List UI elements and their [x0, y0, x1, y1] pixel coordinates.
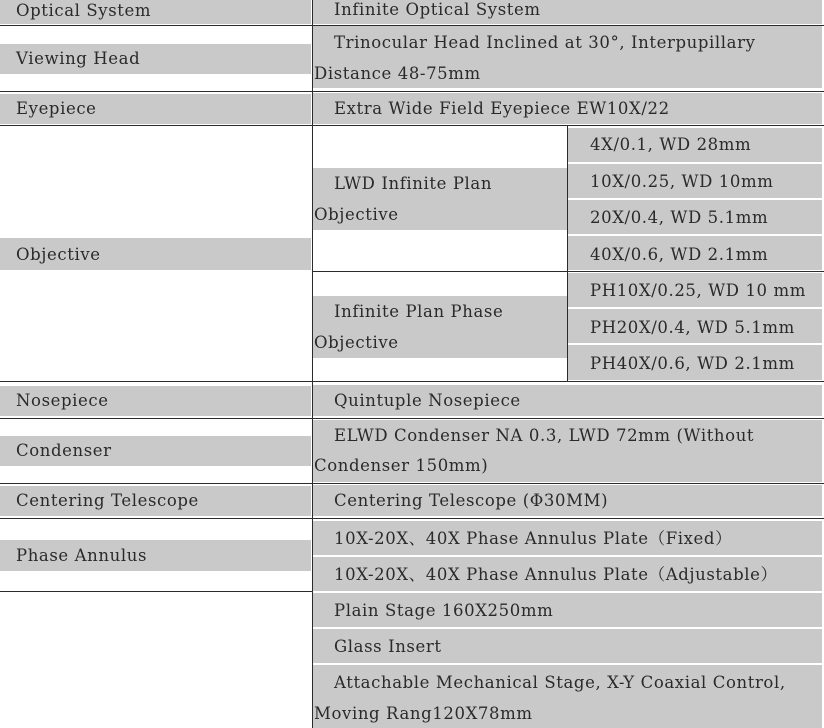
value-stage: Glass Insert — [334, 637, 442, 656]
value-mechanical-stage-line2: Moving Rang120X78mm — [314, 704, 533, 723]
row-label-objective: Objective — [16, 245, 101, 264]
row-divider — [0, 91, 824, 92]
row-divider — [0, 25, 824, 26]
column-divider — [567, 126, 568, 381]
objective-phase-item: PH40X/0.6, WD 2.1mm — [590, 354, 795, 373]
objective-phase-item: PH20X/0.4, WD 5.1mm — [590, 318, 795, 337]
objective-lwd-title-line2: Objective — [314, 205, 399, 224]
row-divider — [0, 518, 824, 519]
value-condenser-line1: ELWD Condenser NA 0.3, LWD 72mm (Without — [334, 426, 755, 445]
row-label-optical-system: Optical System — [16, 1, 152, 20]
value-condenser-line2: Condenser 150mm) — [314, 456, 489, 475]
objective-phase-title-line1: Infinite Plan Phase — [334, 302, 504, 321]
row-divider — [313, 271, 824, 272]
value-viewing-head-line1: Trinocular Head Inclined at 30°, Interpupillary — [334, 33, 756, 52]
row-divider — [0, 418, 824, 419]
value-mechanical-stage-line1: Attachable Mechanical Stage, X-Y Coaxial Control, — [334, 673, 786, 692]
row-divider — [0, 381, 824, 382]
value-optical-system: Infinite Optical System — [334, 0, 541, 19]
row-divider — [0, 125, 824, 126]
objective-phase-item: PH10X/0.25, WD 10 mm — [590, 281, 806, 300]
value-eyepiece: Extra Wide Field Eyepiece EW10X/22 — [334, 99, 670, 118]
row-label-centering-telescope: Centering Telescope — [16, 491, 199, 510]
value-centering-telescope: Centering Telescope (Φ30MM) — [334, 491, 609, 510]
row-label-eyepiece: Eyepiece — [16, 99, 97, 118]
value-nosepiece: Quintuple Nosepiece — [334, 391, 521, 410]
objective-lwd-item: 10X/0.25, WD 10mm — [590, 172, 774, 191]
column-divider — [312, 0, 313, 728]
value-phase-annulus: 10X-20X、40X Phase Annulus Plate（Fixed） — [334, 529, 733, 548]
row-label-condenser: Condenser — [16, 441, 112, 460]
value-viewing-head-line2: Distance 48-75mm — [314, 64, 481, 83]
row-divider — [0, 483, 824, 484]
objective-phase-title-line2: Objective — [314, 333, 399, 352]
value-stage: Plain Stage 160X250mm — [334, 601, 554, 620]
row-divider — [0, 591, 312, 592]
objective-lwd-item: 4X/0.1, WD 28mm — [590, 135, 752, 154]
row-label-phase-annulus: Phase Annulus — [16, 546, 148, 565]
value-phase-annulus: 10X-20X、40X Phase Annulus Plate（Adjustable） — [334, 565, 778, 584]
objective-lwd-item: 20X/0.4, WD 5.1mm — [590, 208, 769, 227]
row-label-viewing-head: Viewing Head — [16, 49, 141, 68]
objective-lwd-item: 40X/0.6, WD 2.1mm — [590, 245, 769, 264]
objective-lwd-title-line1: LWD Infinite Plan — [334, 174, 493, 193]
row-label-nosepiece: Nosepiece — [16, 391, 109, 410]
